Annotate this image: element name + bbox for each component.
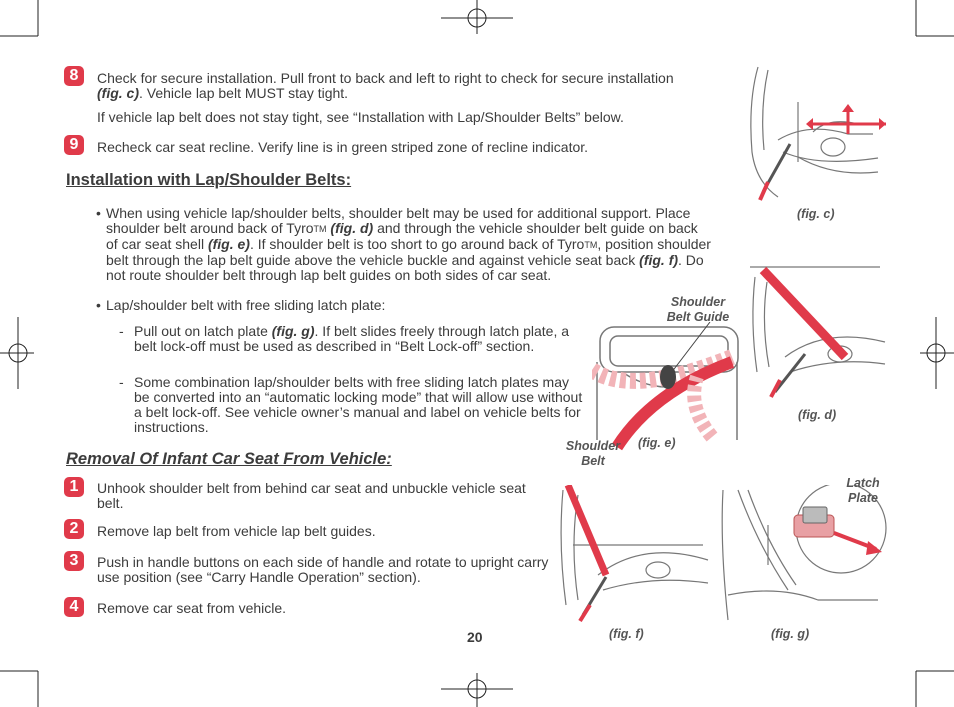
removal-step-2-text: Remove lap belt from vehicle lap belt guides. (97, 523, 376, 539)
step-number-badge: 8 (64, 66, 84, 86)
step-number-badge: 3 (64, 551, 84, 571)
figure-e-caption: (fig. e) (638, 436, 676, 450)
figure-g-caption: (fig. g) (771, 627, 810, 641)
bullet-marker: • (96, 205, 101, 221)
figure-d-illustration (745, 262, 890, 407)
fig-ref: (fig. c) (97, 85, 139, 101)
dash-marker: - (119, 374, 124, 390)
step-number-badge: 9 (64, 135, 84, 155)
bullet-lap-shoulder-text: When using vehicle lap/shoulder belts, shoulder belt may be used for additional support. Place shoulder belt around back of TyroTM (fig. d) and through the vehicle shoulder belt guide on back of car seat shell (fig. e). If shoulder belt is too short to go around back of TyroTM, position shoulder belt through the lap belt guide above the vehicle buckle and against vehicle seat back (fig. f). Do not route shoulder belt through lap belt guides on both sides of car seat. (106, 205, 711, 283)
figure-f-caption: (fig. f) (609, 627, 644, 641)
label-shoulder-belt: Shoulder Belt (565, 439, 621, 468)
sub-bullet-automatic-locking: Some combination lap/shoulder belts with free sliding latch plates may be converted into an “automatic locking mode” that will allow use without a belt lock-off. See vehicle owner’s manual and label on vehicle belts for instructions. (134, 374, 583, 435)
step-number-badge: 4 (64, 597, 84, 617)
section-heading-installation: Installation with Lap/Shoulder Belts: (66, 171, 352, 189)
step-8-text: Check for secure installation. Pull front to back and left to right to check for secure installation (fig. c). Vehicle lap belt MUST stay tight. (97, 70, 674, 101)
dash-marker: - (119, 323, 124, 339)
step-9-text: Recheck car seat recline. Verify line is in green striped zone of recline indicator. (97, 139, 589, 155)
bullet-marker: • (96, 297, 101, 313)
label-shoulder-belt-guide: Shoulder Belt Guide (666, 295, 730, 324)
figure-e-illustration (592, 322, 742, 452)
figure-c-caption: (fig. c) (797, 207, 835, 221)
step-number-badge: 1 (64, 477, 84, 497)
figure-f-illustration (558, 485, 713, 625)
figure-d-caption: (fig. d) (798, 408, 837, 422)
sub-bullet-latch-plate: Pull out on latch plate (fig. g). If belt slides freely through latch plate, a belt lock-off must be used as described in “Belt Lock-off” section. (134, 323, 570, 354)
removal-step-1-text: Unhook shoulder belt from behind car seat and unbuckle vehicle seat belt. (97, 480, 526, 511)
bullet-free-sliding-text: Lap/shoulder belt with free sliding latch plate: (106, 297, 386, 313)
label-latch-plate: Latch Plate (846, 476, 880, 505)
page-number: 20 (467, 629, 483, 645)
removal-step-3-text: Push in handle buttons on each side of handle and rotate to upright carry use position (see “Carry Handle Operation” section). (97, 554, 549, 585)
removal-step-4-text: Remove car seat from vehicle. (97, 600, 287, 616)
step-8-note: If vehicle lap belt does not stay tight, see “Installation with Lap/Shoulder Belts” below. (97, 109, 624, 125)
step-number-badge: 2 (64, 519, 84, 539)
figure-g-illustration (718, 485, 893, 625)
section-heading-removal: Removal Of Infant Car Seat From Vehicle: (66, 450, 392, 468)
figure-c-illustration (738, 62, 888, 207)
